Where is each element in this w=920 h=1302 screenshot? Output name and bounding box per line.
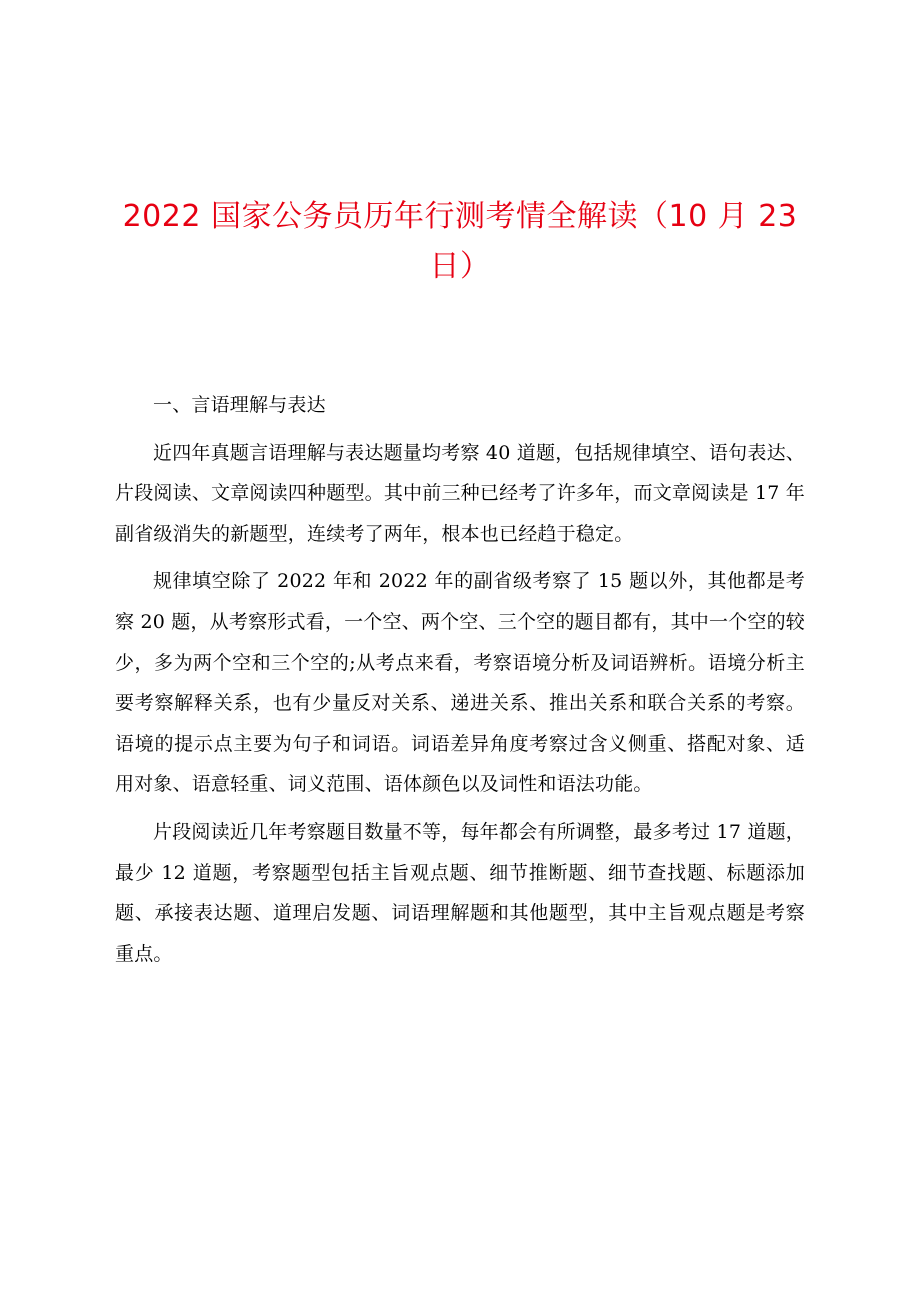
- paragraph-2: 规律填空除了 2022 年和 2022 年的副省级考察了 15 题以外，其他都是考察 20 题，从考察形式看，一个空、两个空、三个空的题目都有，其中一个空的较少，多为两个空和三个空的;从考点来看，考察语境分析及词语辨析。语境分析主要考察解释关系，也有少量反对关系、递进关系、推出关系和联合关系的考察。语境的提示点主要为句子和词语。词语差异角度考察过含义侧重、搭配对象、适用对象、语意轻重、词义范围、语体颜色以及词性和语法功能。: [115, 570, 805, 796]
- section-heading: 一、言语理解与表达: [153, 394, 326, 416]
- document-body: [115, 385, 805, 981]
- paragraph-3: 片段阅读近几年考察题目数量不等，每年都会有所调整，最多考过 17 道题，最少 12 道题，考察题型包括主旨观点题、细节推断题、细节查找题、标题添加题、承接表达题、道理启发题、词语理解题和其他题型，其中主旨观点题是考察重点。: [115, 820, 805, 965]
- document-title: 2022 国家公务员历年行测考情全解读（10 月 23 日）: [122, 199, 798, 284]
- paragraph-1: 近四年真题言语理解与表达题量均考察 40 道题，包括规律填空、语句表达、片段阅读、文章阅读四种题型。其中前三种已经考了许多年，而文章阅读是 17 年副省级消失的新题型，连续考了两年，根本也已经趋于稳定。: [115, 441, 805, 545]
